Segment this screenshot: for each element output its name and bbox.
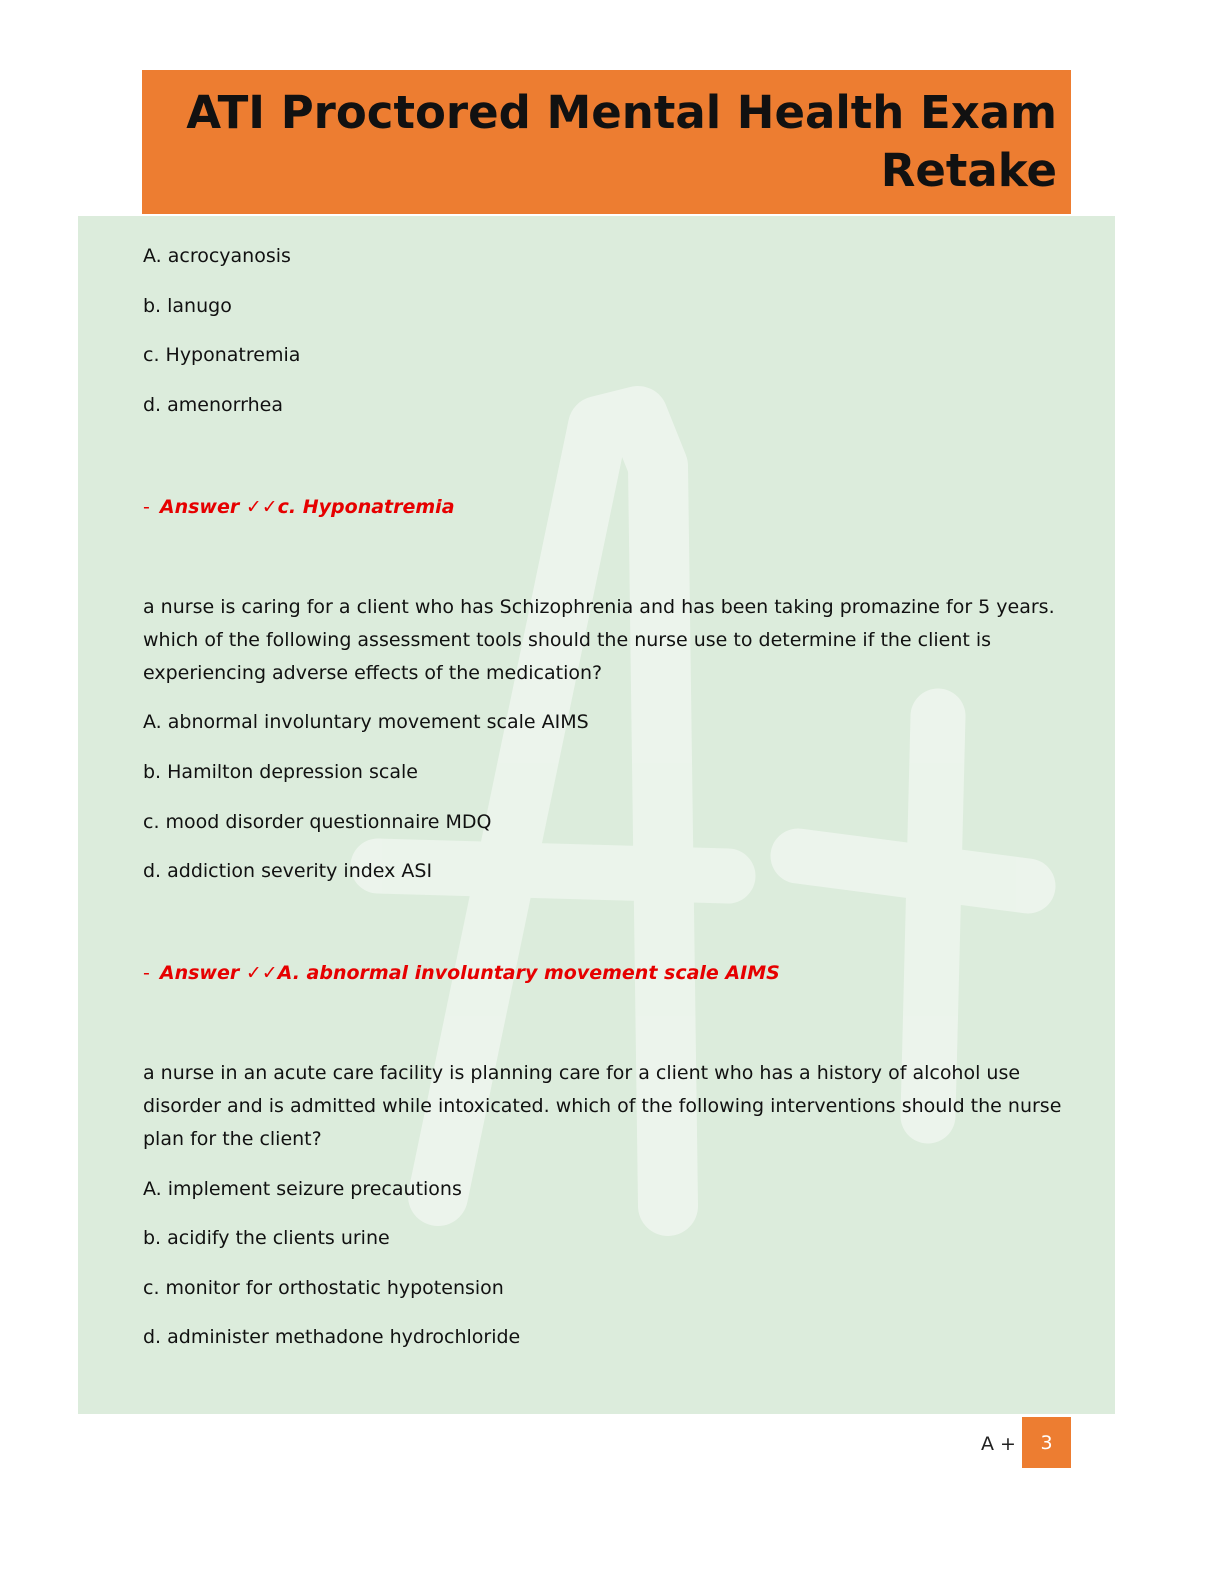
answer-text: Answer ✓✓A. abnormal involuntary movement scale AIMS: [159, 962, 780, 984]
option-d: d. administer methadone hydrochloride: [143, 1326, 521, 1348]
answer-text: Answer ✓✓c. Hyponatremia: [159, 496, 455, 518]
page-title: ATI Proctored Mental Health Exam Retake: [186, 86, 1057, 197]
option-b: b. lanugo: [143, 295, 232, 317]
option-d: d. addiction severity index ASI: [143, 860, 433, 882]
option-a: A. acrocyanosis: [143, 245, 291, 267]
option-a: A. abnormal involuntary movement scale AIMS: [143, 711, 589, 733]
option-c: c. mood disorder questionnaire MDQ: [143, 811, 492, 833]
option-c: c. Hyponatremia: [143, 344, 301, 366]
option-b: b. Hamilton depression scale: [143, 761, 418, 783]
footer-label: A +: [981, 1433, 1016, 1455]
option-a: A. implement seizure precautions: [143, 1178, 462, 1200]
answer-dash: -: [143, 962, 150, 984]
answer-line: [143, 496, 455, 518]
title-banner: [142, 70, 1071, 214]
page-number: 3: [1022, 1417, 1071, 1468]
question-text: a nurse is caring for a client who has Schizophrenia and has been taking promazine for 5 years. which of the following assessment tools should the nurse use to determine if the client is experiencing adverse effects of the medication?: [143, 596, 1055, 684]
answer-line: [143, 962, 780, 984]
answer-dash: -: [143, 496, 150, 518]
option-c: c. monitor for orthostatic hypotension: [143, 1277, 504, 1299]
question-text: a nurse in an acute care facility is planning care for a client who has a history of alcohol use disorder and is admitted while intoxicated. which of the following interventions should the nurse plan for the client?: [143, 1062, 1062, 1150]
option-b: b. acidify the clients urine: [143, 1227, 390, 1249]
option-d: d. amenorrhea: [143, 394, 283, 416]
